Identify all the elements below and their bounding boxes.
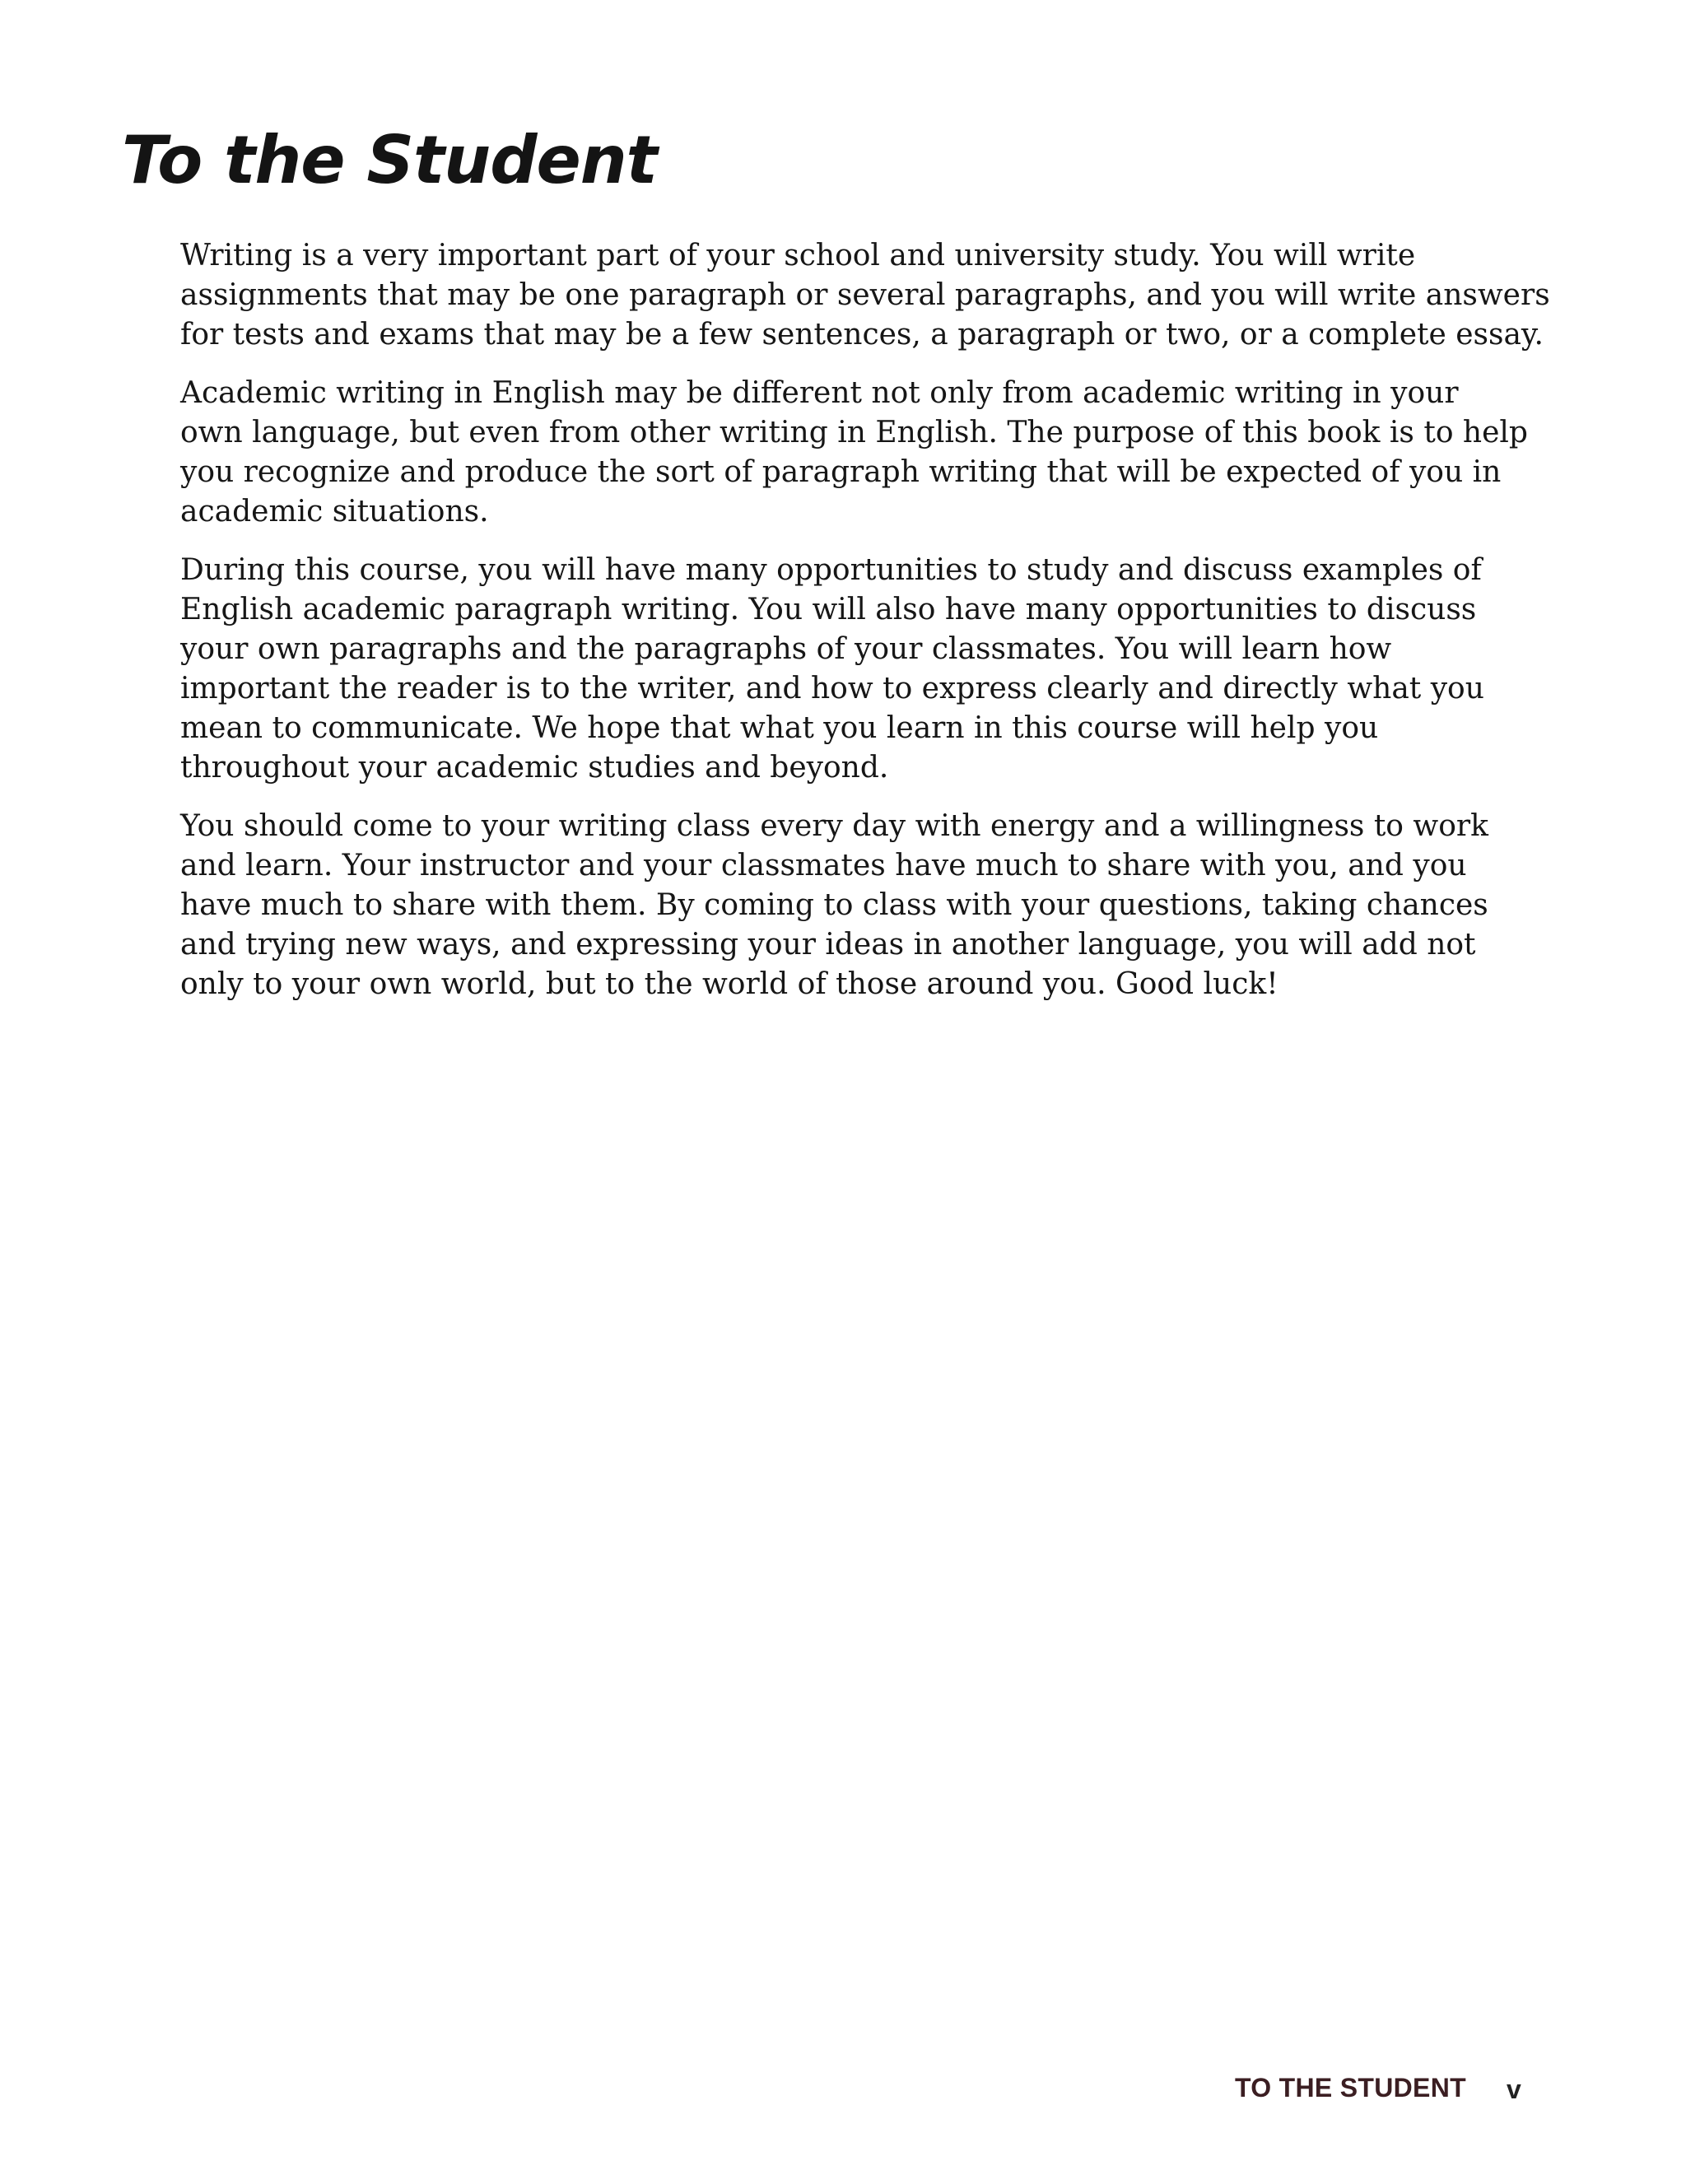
paragraph-line: throughout your academic studies and beyond. [180, 751, 889, 785]
page-number: v [1507, 2075, 1521, 2104]
paragraph-line: your own paragraphs and the paragraphs of your classmates. You will learn how [180, 632, 1392, 666]
paragraph-4 [180, 807, 1497, 1004]
paragraph-line: and learn. Your instructor and your classmates have much to share with you, and you [180, 849, 1467, 882]
paragraph-line: mean to communicate. We hope that what you learn in this course will help you [180, 711, 1379, 745]
paragraph-line: assignments that may be one paragraph or several paragraphs, and you will write answers [180, 278, 1550, 312]
paragraph-2 [180, 374, 1528, 532]
page-title: To the Student [122, 122, 657, 198]
paragraph-line: English academic paragraph writing. You will also have many opportunities to discuss [180, 593, 1477, 626]
paragraph-line: have much to share with them. By coming to class with your questions, taking chances [180, 888, 1488, 922]
running-head: TO THE STUDENT [1235, 2073, 1466, 2103]
paragraph-line: important the reader is to the writer, and how to express clearly and directly what you [180, 672, 1484, 705]
paragraph-line: Academic writing in English may be different not only from academic writing in your [180, 376, 1459, 410]
paragraph-line: academic situations. [180, 495, 489, 529]
paragraph-line: own language, but even from other writing in English. The purpose of this book is to help [180, 416, 1528, 449]
paragraph-line: During this course, you will have many opportunities to study and discuss examples of [180, 553, 1482, 587]
paragraph-line: Writing is a very important part of your school and university study. You will write [180, 239, 1416, 272]
paragraph-line: you recognize and produce the sort of paragraph writing that will be expected of you in [180, 455, 1502, 489]
paragraph-1 [180, 236, 1550, 355]
paragraph-line: for tests and exams that may be a few sentences, a paragraph or two, or a complete essay. [180, 318, 1544, 352]
running-footer [1235, 2073, 1466, 2103]
paragraph-line: You should come to your writing class every day with energy and a willingness to work [180, 809, 1488, 843]
body-text [180, 236, 1550, 1023]
paragraph-line: and trying new ways, and expressing your ideas in another language, you will add not [180, 928, 1476, 962]
paragraph-3 [180, 551, 1497, 788]
paragraph-line: only to your own world, but to the world of those around you. Good luck! [180, 967, 1278, 1001]
